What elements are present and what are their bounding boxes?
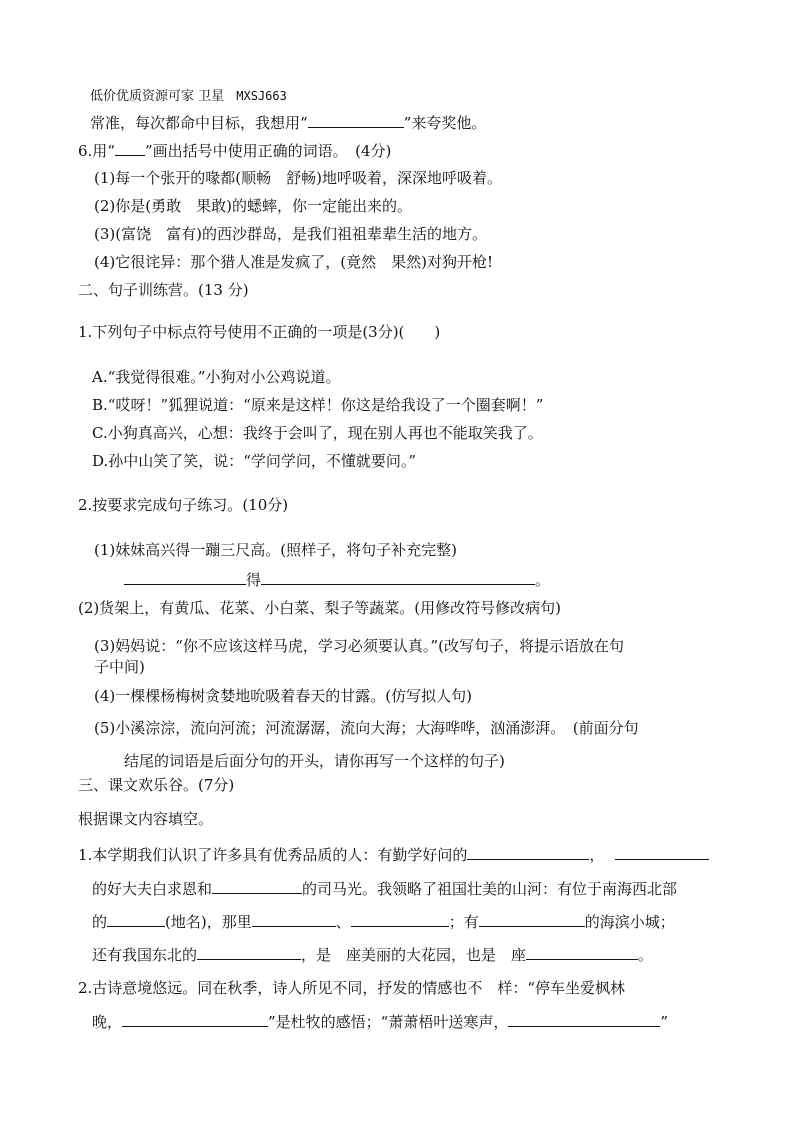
q2-item-1: (1)妹妹高兴得一蹦三尺高。(照样子，将句子补充完整) <box>94 541 457 559</box>
text: (地名)，那里 <box>165 913 252 931</box>
header-code: MXSJ663 <box>236 89 287 103</box>
header-source: 低价优质资源可家 卫星 <box>90 89 225 104</box>
section-2-title: 二、句子训练营。(13 分) <box>78 281 249 299</box>
text: ；有 <box>448 913 479 931</box>
blank[interactable] <box>252 911 336 927</box>
s3-intro: 根据课文内容填空。 <box>78 810 214 828</box>
text: 的司马光。我领略了祖国壮美的山河：有位于南海西北部 <box>302 880 678 898</box>
blank[interactable] <box>467 844 589 860</box>
blank[interactable] <box>479 911 585 927</box>
section-3-title: 三、课文欢乐谷。(7分) <box>78 776 235 794</box>
text: 晚， <box>92 1013 123 1031</box>
blank[interactable] <box>197 944 301 960</box>
q2-item-2: (2)货架上，有黄瓜、花菜、小白菜、梨子等蔬菜。(用修改符号修改病句) <box>78 599 561 617</box>
text: 还有我国东北的 <box>92 946 198 964</box>
q6-underline-sample <box>115 140 145 156</box>
continued-text: 常准，每次都命中目标，我想用“ <box>90 114 308 132</box>
q2-item-3: (3)妈妈说：“你不应该这样马虎，学习必须要认真。”(改写句子，将提示语放在句 <box>94 637 624 655</box>
question-6 <box>78 140 391 161</box>
blank[interactable] <box>124 569 246 585</box>
text: ”是杜牧的感悟；“萧萧梧叶送寒声， <box>268 1013 509 1031</box>
text: 。 <box>638 946 654 964</box>
answer-end: 。 <box>535 571 551 589</box>
q6-text: ”画出括号中使用正确的词语。 (4分) <box>144 142 392 160</box>
q2-item-5: (5)小溪淙淙，流向河流；河流潺潺，流向大海；大海哗哗，汹涌澎湃。 (前面分句 <box>94 719 639 737</box>
q6-item: (1)每一个张开的喙都(顺畅 舒畅)地呼吸着，深深地呼吸着。 <box>94 169 502 187</box>
text: 的海滨小城； <box>584 913 675 931</box>
blank[interactable] <box>261 569 535 585</box>
text: 的好大夫白求恩和 <box>92 880 213 898</box>
sep: ， <box>589 846 605 864</box>
blank[interactable] <box>308 112 404 128</box>
blank[interactable] <box>351 911 449 927</box>
q6-item: (4)它很诧异：那个猎人准是发疯了，(竟然 果然)对狗开枪! <box>94 253 493 271</box>
s3-q2-line-1: 2.古诗意境悠远。同在秋季，诗人所见不同，抒发的情感也不 样：“停车坐爱枫林 <box>78 979 625 997</box>
q2-item-1-answer <box>124 569 550 590</box>
text: 的 <box>92 913 108 931</box>
s2-question-1: 1.下列句子中标点符号使用不正确的一项是(3分)( ) <box>78 323 441 341</box>
s3-q1-line-4 <box>92 944 653 965</box>
q6-item: (3)(富饶 富有)的西沙群岛，是我们祖祖辈辈生活的地方。 <box>94 225 487 243</box>
q6-prefix: 6.用“ <box>78 142 115 160</box>
s3-q1-line-3 <box>92 911 675 932</box>
q6-item: (2)你是(勇敢 果敢)的蟋蟀，你一定能出来的。 <box>94 197 412 215</box>
s3-q1-text: 1.本学期我们认识了许多具有优秀品质的人：有勤学好问的 <box>78 846 468 864</box>
q2-item-4: (4)一棵棵杨梅树贪婪地吮吸着春天的甘露。(仿写拟人句) <box>94 687 472 705</box>
blank[interactable] <box>122 1011 268 1027</box>
blank[interactable] <box>526 944 638 960</box>
q2-item-5-cont: 结尾的词语是后面分句的开头，请你再写一个这样的句子) <box>124 752 505 770</box>
blank[interactable] <box>508 1011 660 1027</box>
option-c: C.小狗真高兴，心想：我终于会叫了，现在别人再也不能取笑我了。 <box>92 424 543 442</box>
text: 、 <box>335 913 351 931</box>
continued-line <box>90 112 486 133</box>
answer-mid: 得 <box>246 571 262 589</box>
blank[interactable] <box>107 911 165 927</box>
s3-q1-line-2 <box>92 878 677 899</box>
text: ，是 座美丽的大花园，也是 座 <box>301 946 527 964</box>
blank[interactable] <box>212 878 302 894</box>
s3-q2-line-2 <box>92 1011 668 1032</box>
s2-question-2: 2.按要求完成句子练习。(10分) <box>78 496 289 514</box>
header <box>90 86 287 107</box>
option-a: A.“我觉得很难。”小狗对小公鸡说道。 <box>92 368 341 386</box>
blank[interactable] <box>615 844 709 860</box>
continued-text-end: ”来夸奖他。 <box>403 114 487 132</box>
s3-q1-line-1 <box>78 844 709 865</box>
text: ” <box>660 1013 669 1031</box>
option-b: B.“哎呀！”狐狸说道：“原来是这样！你这是给我设了一个圈套啊！” <box>92 396 544 414</box>
q2-item-3-cont: 子中间) <box>94 658 145 676</box>
option-d: D.孙中山笑了笑，说：“学问学问，不懂就要问。” <box>92 452 417 470</box>
